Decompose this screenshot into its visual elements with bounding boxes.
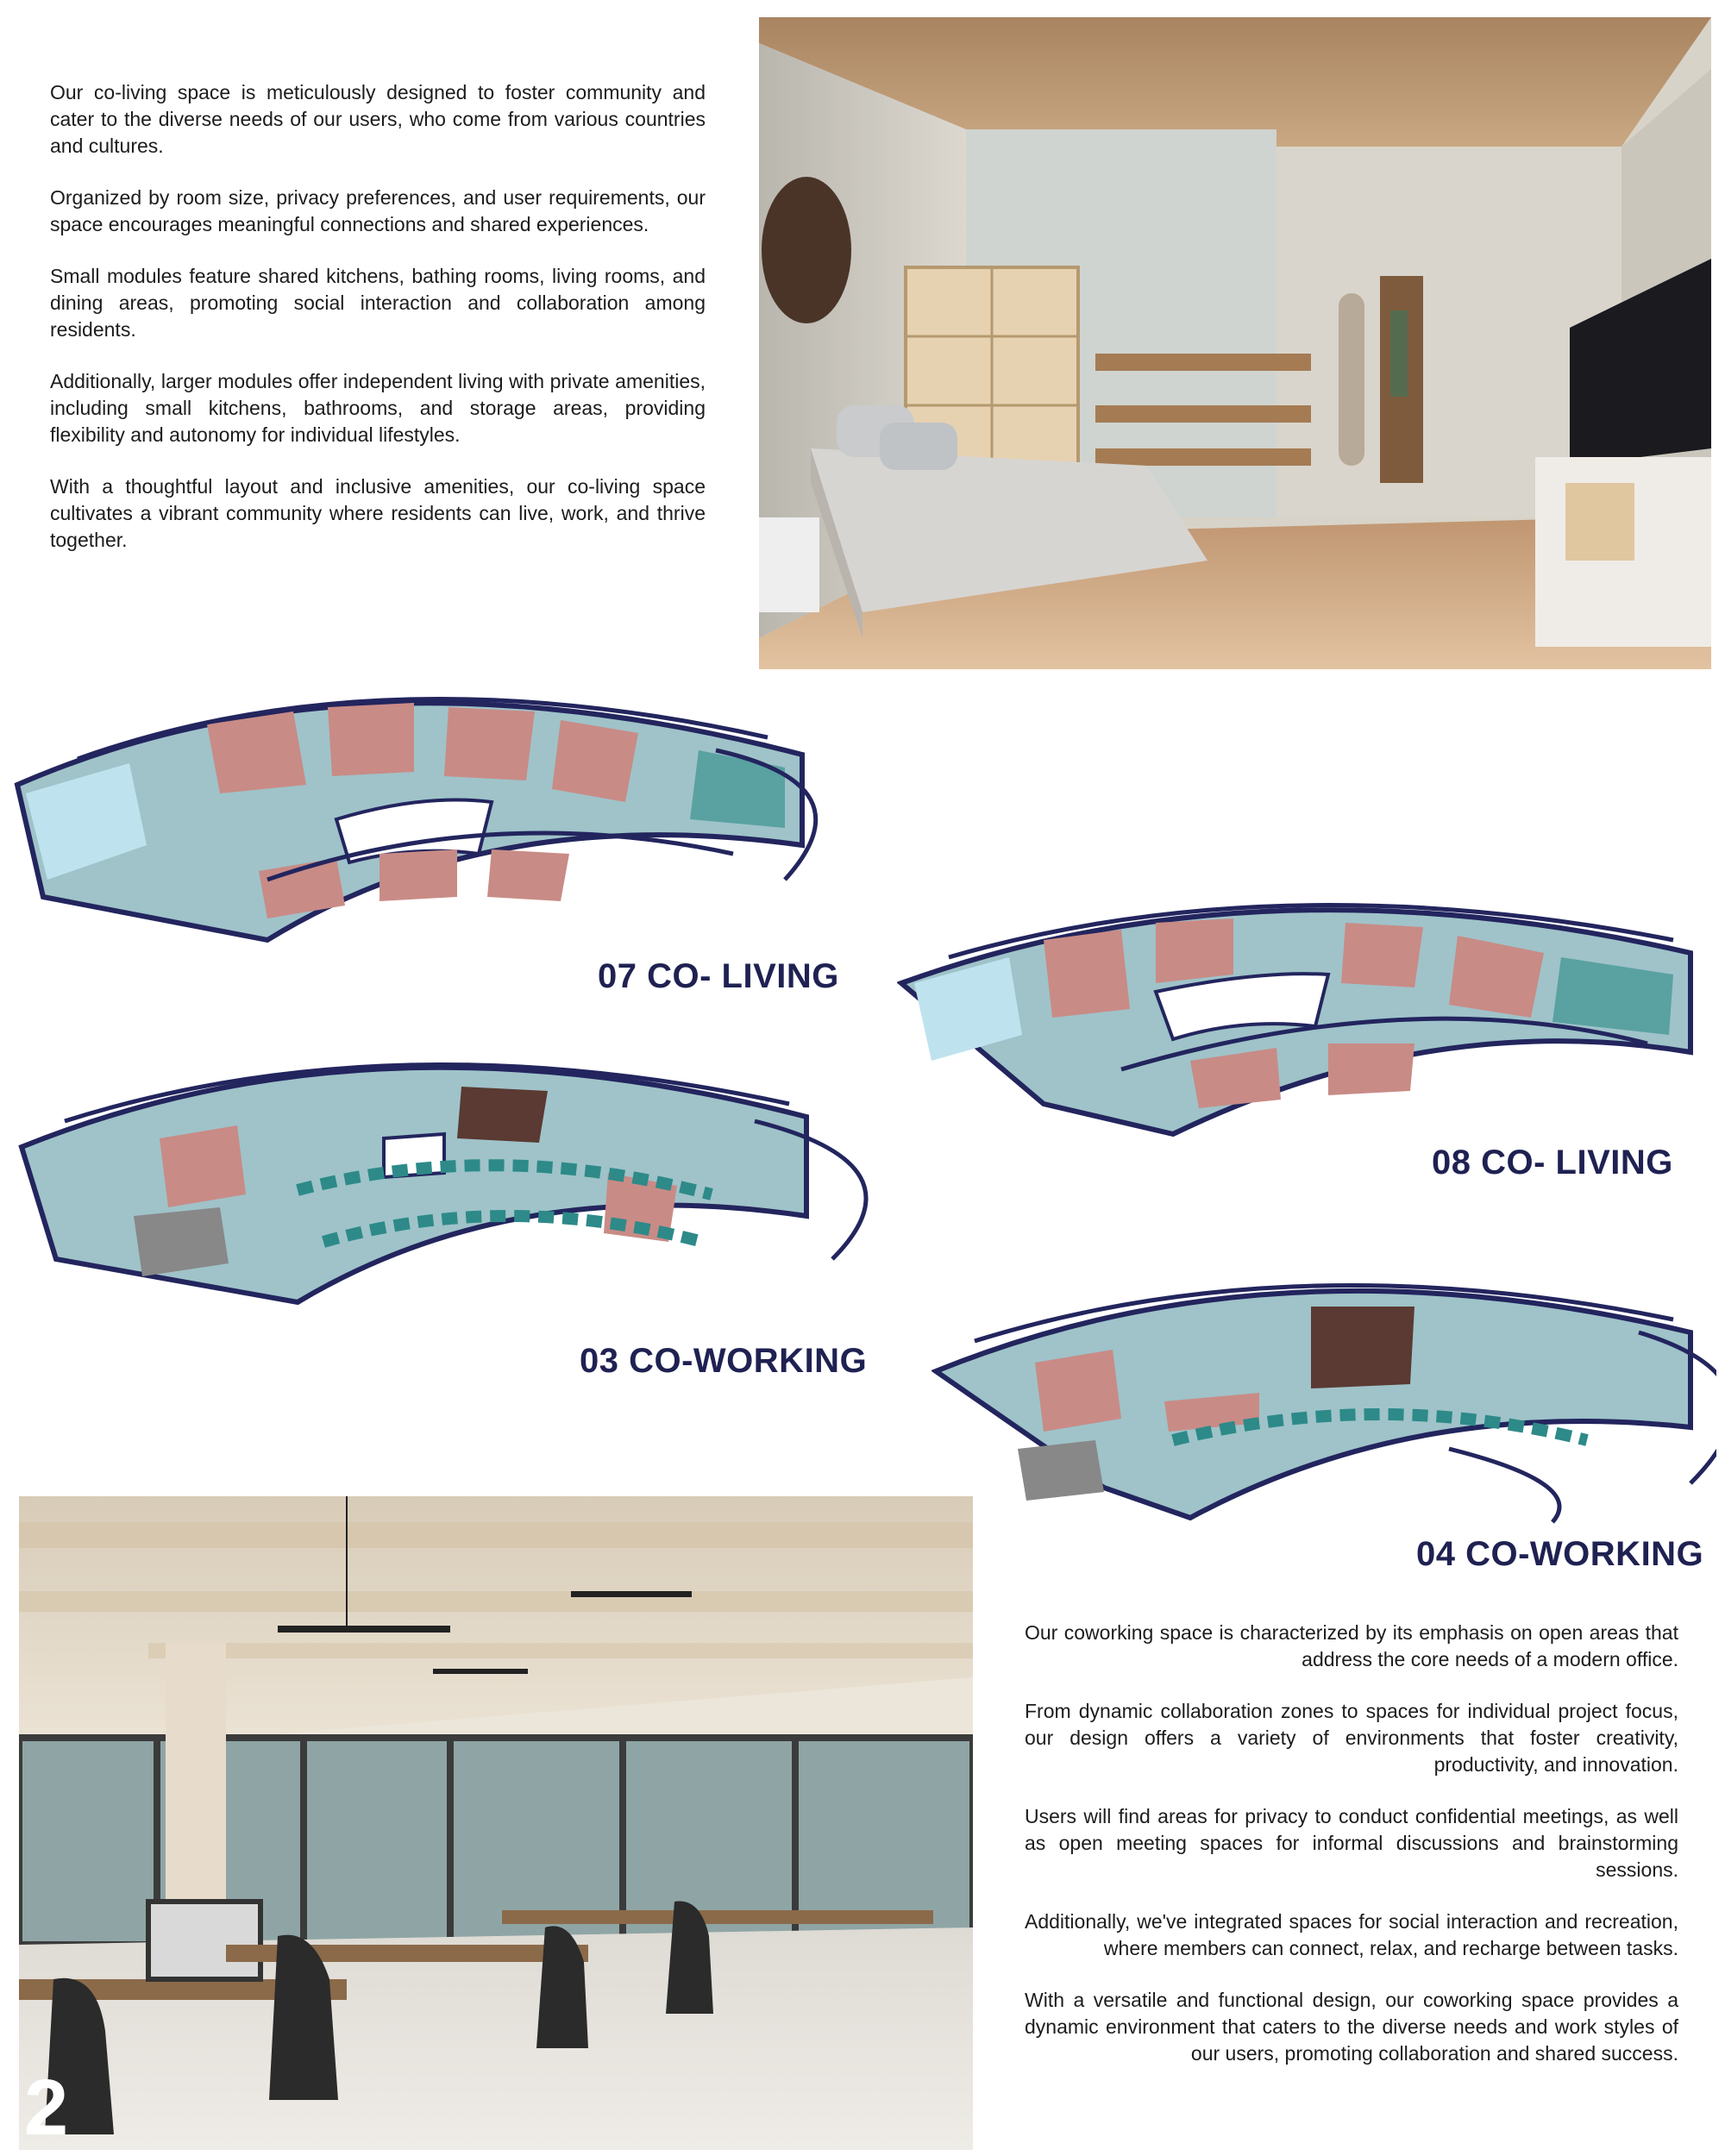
- bedroom-render: [759, 17, 1711, 669]
- coworking-paragraph-5: With a versatile and functional design, our coworking space provides a dynamic environment that caters to the diverse needs and work styles of our users, promoting collaboration and shared success.: [1025, 1989, 1678, 2065]
- floor-plan-08: [897, 888, 1716, 1147]
- coworking-paragraph-4: Additionally, we've integrated spaces for social interaction and recreation, where members can connect, relax, and recharge between tasks.: [1025, 1910, 1678, 1959]
- floor-plan-04-label: 04 CO-WORKING: [1416, 1535, 1704, 1573]
- office-render: [19, 1496, 973, 2150]
- floor-plan-07-label: 07 CO- LIVING: [598, 957, 839, 995]
- intro-paragraph-1: Our co-living space is meticulously designed to foster community and cater to the diverse needs of our users, who come from various countries and cultures.: [50, 81, 706, 157]
- intro-paragraph-5: With a thoughtful layout and inclusive amenities, our co-living space cultivates a vibrant community where residents can live, work, and thrive together.: [50, 475, 706, 551]
- coworking-paragraph-2: From dynamic collaboration zones to spaces for individual project focus, our design offers a variety of environments that foster creativity, productivity, and innovation.: [1025, 1700, 1678, 1776]
- coworking-paragraph-3: Users will find areas for privacy to conduct confidential meetings, as well as open meeting spaces for informal discussions and brainstorming sessions.: [1025, 1805, 1678, 1881]
- floor-plan-07: [9, 673, 828, 957]
- floor-plan-04: [932, 1268, 1716, 1526]
- co-living-description: [50, 79, 706, 579]
- intro-paragraph-3: Small modules feature shared kitchens, bathing rooms, living rooms, and dining areas, promoting social interaction and collaboration among residents.: [50, 265, 706, 341]
- intro-paragraph-2: Organized by room size, privacy preferences, and user requirements, our space encourages meaningful connections and shared experiences.: [50, 186, 706, 235]
- floor-plan-08-label: 08 CO- LIVING: [1432, 1144, 1673, 1181]
- floor-plan-03: [13, 1044, 884, 1311]
- page-number: 2: [24, 2064, 69, 2152]
- floor-plan-03-label: 03 CO-WORKING: [580, 1342, 868, 1380]
- coworking-paragraph-1: Our coworking space is characterized by its emphasis on open areas that address the core needs of a modern office.: [1025, 1621, 1678, 1670]
- coworking-description: [1025, 1620, 1678, 2092]
- intro-paragraph-4: Additionally, larger modules offer independent living with private amenities, including small kitchens, bathrooms, and storage areas, providing flexibility and autonomy for individual lifestyles.: [50, 370, 706, 446]
